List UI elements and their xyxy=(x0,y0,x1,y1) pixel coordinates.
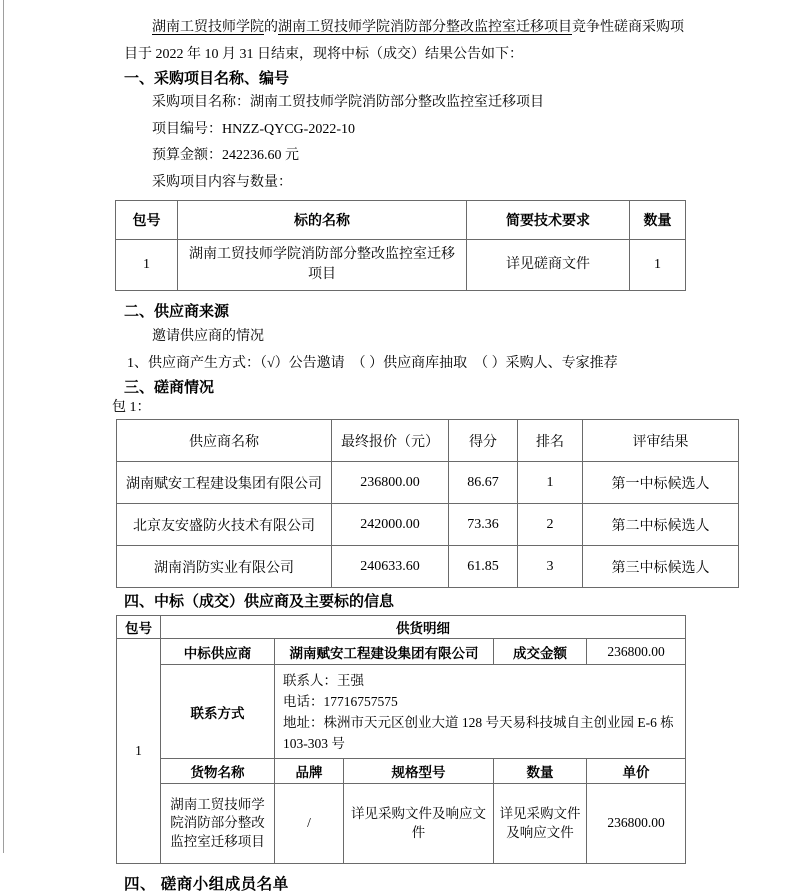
final-price-cell: 242000.00 xyxy=(332,504,449,546)
section1-heading: 一、采购项目名称、编号 xyxy=(124,70,290,87)
amount-label-cell: 成交金额 xyxy=(494,639,587,665)
negotiation-result-table xyxy=(116,419,739,588)
project-name-line: 采购项目名称：湖南工贸技师学院消防部分整改监控室迁移项目 xyxy=(152,95,544,110)
tech-req-header-cell: 简要技术要求 xyxy=(467,201,630,240)
spec-model-header-cell: 规格型号 xyxy=(344,759,494,784)
rank-cell: 2 xyxy=(518,504,583,546)
buyer-name-underlined: 湖南工贸技师学院 xyxy=(152,20,264,35)
package-no-cell: 1 xyxy=(117,639,161,864)
project-code-line: 项目编号：HNZZ-QYCG-2022-10 xyxy=(152,121,355,137)
section1-lines xyxy=(152,90,752,196)
winner-row xyxy=(117,639,686,665)
winner-name-cell: 湖南赋安工程建设集团有限公司 xyxy=(275,639,494,665)
score-cell: 61.85 xyxy=(449,546,518,588)
brand-header-cell: 品牌 xyxy=(275,759,344,784)
page-edge-line xyxy=(3,0,4,853)
goods-name-cell: 湖南工贸技师学院消防部分整改监控室迁移项目 xyxy=(161,784,275,864)
lot-no-header-cell: 包号 xyxy=(116,201,178,240)
final-price-header-cell: 最终报价（元） xyxy=(332,420,449,462)
final-price-cell: 236800.00 xyxy=(332,462,449,504)
winner-label-cell: 中标供应商 xyxy=(161,639,275,665)
result-table-header-row xyxy=(117,420,739,462)
review-result-cell: 第三中标候选人 xyxy=(583,546,739,588)
goods-quantity-cell: 详见采购文件及响应文件 xyxy=(494,784,587,864)
supplier-method-line: 1、供应商产生方式：（√）公告邀请 （ ）供应商库抽取 （ ）采购人、专家推荐 xyxy=(127,356,618,371)
intro-rest: 竞争性磋商采购项目于 2022 年 10 月 31 日结束，现将中标（成交）结果公告如下： xyxy=(124,20,684,62)
section2-heading: 二、供应商来源 xyxy=(124,303,230,320)
quantity-header-cell: 数量 xyxy=(630,201,686,240)
content-quantity-line: 采购项目内容与数量： xyxy=(152,174,292,190)
award-detail-table xyxy=(116,615,686,864)
rank-cell: 3 xyxy=(518,546,583,588)
award-table-header-row xyxy=(117,616,686,639)
spec-model-cell: 详见采购文件及响应文件 xyxy=(344,784,494,864)
supply-detail-header-cell: 供货明细 xyxy=(161,616,686,639)
review-result-cell: 第二中标候选人 xyxy=(583,504,739,546)
result-table-row-2 xyxy=(117,504,739,546)
rank-cell: 1 xyxy=(518,462,583,504)
supplier-name-cell: 湖南消防实业有限公司 xyxy=(117,546,332,588)
supplier-name-cell: 北京友安盛防火技术有限公司 xyxy=(117,504,332,546)
section4-heading: 四、中标（成交）供应商及主要标的信息 xyxy=(124,593,395,610)
document-body xyxy=(112,0,752,896)
lots-table-header-row xyxy=(116,201,686,240)
unit-price-cell: 236800.00 xyxy=(587,784,686,864)
rank-header-cell: 排名 xyxy=(518,420,583,462)
goods-quantity-header-cell: 数量 xyxy=(494,759,587,784)
lots-table-row xyxy=(116,240,686,291)
review-result-header-cell: 评审结果 xyxy=(583,420,739,462)
lots-table xyxy=(115,200,686,291)
intro-connector: 的 xyxy=(264,20,278,35)
contact-info-cell xyxy=(275,665,686,759)
package-label: 包 1： xyxy=(112,400,151,415)
score-cell: 73.36 xyxy=(449,504,518,546)
score-header-cell: 得分 xyxy=(449,420,518,462)
invite-suppliers-line: 邀请供应商的情况 xyxy=(152,329,264,344)
final-price-cell: 240633.60 xyxy=(332,546,449,588)
quantity-cell: 1 xyxy=(630,240,686,291)
supplier-name-cell: 湖南赋安工程建设集团有限公司 xyxy=(117,462,332,504)
section5-heading: 四、 磋商小组成员名单 xyxy=(124,876,289,893)
result-table-row-3 xyxy=(117,546,739,588)
unit-price-header-cell: 单价 xyxy=(587,759,686,784)
contact-phone-line: 电话：17716757575 xyxy=(283,693,398,709)
review-result-cell: 第一中标候选人 xyxy=(583,462,739,504)
amount-value-cell: 236800.00 xyxy=(587,639,686,665)
tech-req-cell: 详见磋商文件 xyxy=(467,240,630,291)
project-name-underlined: 湖南工贸技师学院消防部分整改监控室迁移项目 xyxy=(278,20,572,35)
score-cell: 86.67 xyxy=(449,462,518,504)
budget-line: 预算金额：242236.60 元 xyxy=(152,148,299,163)
brand-cell: / xyxy=(275,784,344,864)
subject-name-cell: 湖南工贸技师学院消防部分整改监控室迁移项目 xyxy=(178,240,467,291)
package-no-header-cell: 包号 xyxy=(117,616,161,639)
subject-name-header-cell: 标的名称 xyxy=(178,201,467,240)
result-table-row-1 xyxy=(117,462,739,504)
contact-person-line: 联系人：王强 xyxy=(283,672,364,688)
goods-header-row xyxy=(117,759,686,784)
supplier-name-header-cell: 供应商名称 xyxy=(117,420,332,462)
contact-address-line: 地址：株洲市天元区创业大道 128 号天易科技城自主创业园 E-6 栋 103-303 号 xyxy=(283,714,674,751)
contact-row xyxy=(117,665,686,759)
goods-name-header-cell: 货物名称 xyxy=(161,759,275,784)
lot-no-cell: 1 xyxy=(116,240,178,291)
section3-heading: 三、磋商情况 xyxy=(124,379,215,396)
intro-paragraph xyxy=(124,14,690,68)
goods-row xyxy=(117,784,686,864)
contact-label-cell: 联系方式 xyxy=(161,665,275,759)
